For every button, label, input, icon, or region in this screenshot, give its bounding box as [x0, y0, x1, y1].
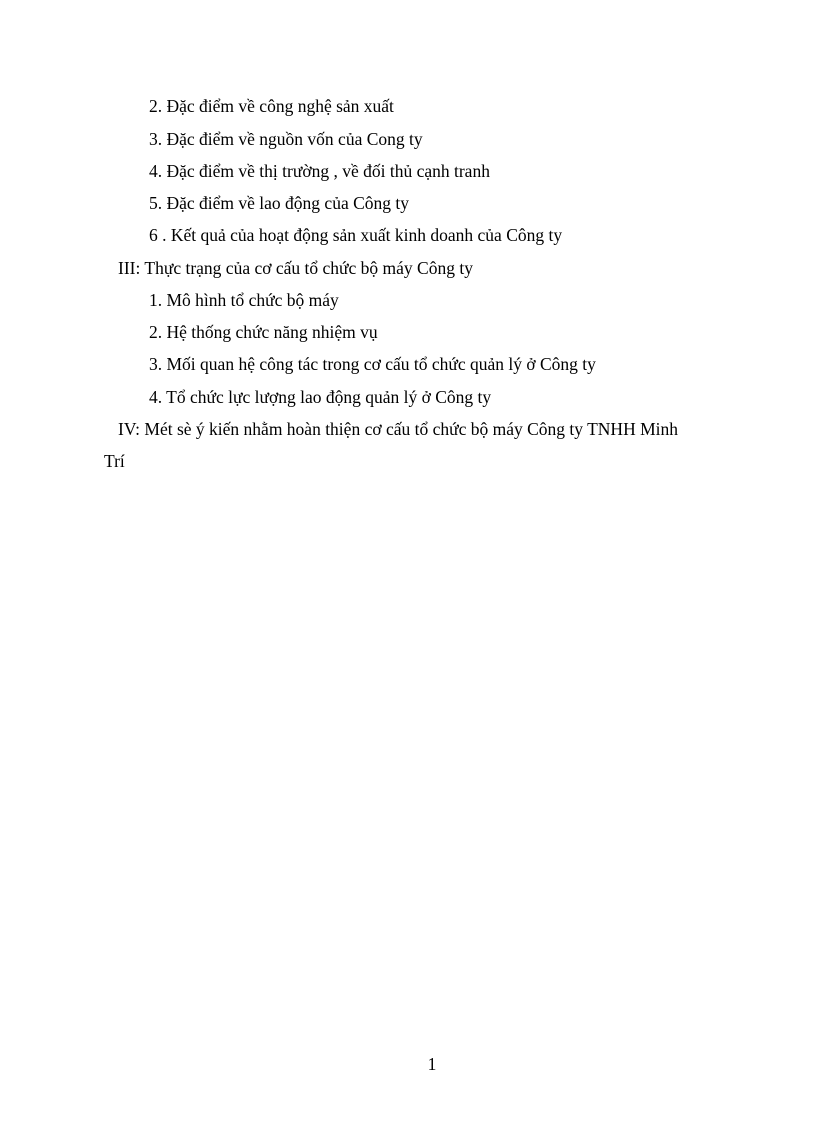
toc-item-market: 4. Đặc điểm về thị trường , về đối thủ cạnh tranh — [149, 161, 490, 181]
toc-item-management-labor: 4. Tổ chức lực lượng lao động quản lý ở Công ty — [149, 387, 492, 407]
toc-item-labor: 5. Đặc điểm về lao động của Công ty — [149, 193, 410, 213]
page-number: 1 — [427, 1054, 437, 1074]
toc-item-capital: 3. Đặc điểm về nguồn vốn của Cong ty — [149, 129, 423, 149]
toc-section-iii: III: Thực trạng của cơ cấu tổ chức bộ máy Công ty — [118, 258, 473, 278]
toc-section-iv-line2: Trí — [104, 451, 125, 471]
toc-item-org-model: 1. Mô hình tổ chức bộ máy — [149, 290, 339, 310]
toc-item-technology: 2. Đặc điểm về công nghệ sản xuất — [149, 96, 394, 116]
toc-section-iv-line1: IV: Mét sè ý kiến nhằm hoàn thiện cơ cấu tổ chức bộ máy Công ty TNHH Minh — [118, 419, 678, 439]
toc-item-function-system: 2. Hệ thống chức năng nhiệm vụ — [149, 322, 378, 342]
toc-item-business-results: 6 . Kết quả của hoạt động sản xuất kinh doanh của Công ty — [149, 225, 563, 245]
toc-item-work-relations: 3. Mối quan hệ công tác trong cơ cấu tổ chức quản lý ở Công ty — [149, 354, 596, 374]
